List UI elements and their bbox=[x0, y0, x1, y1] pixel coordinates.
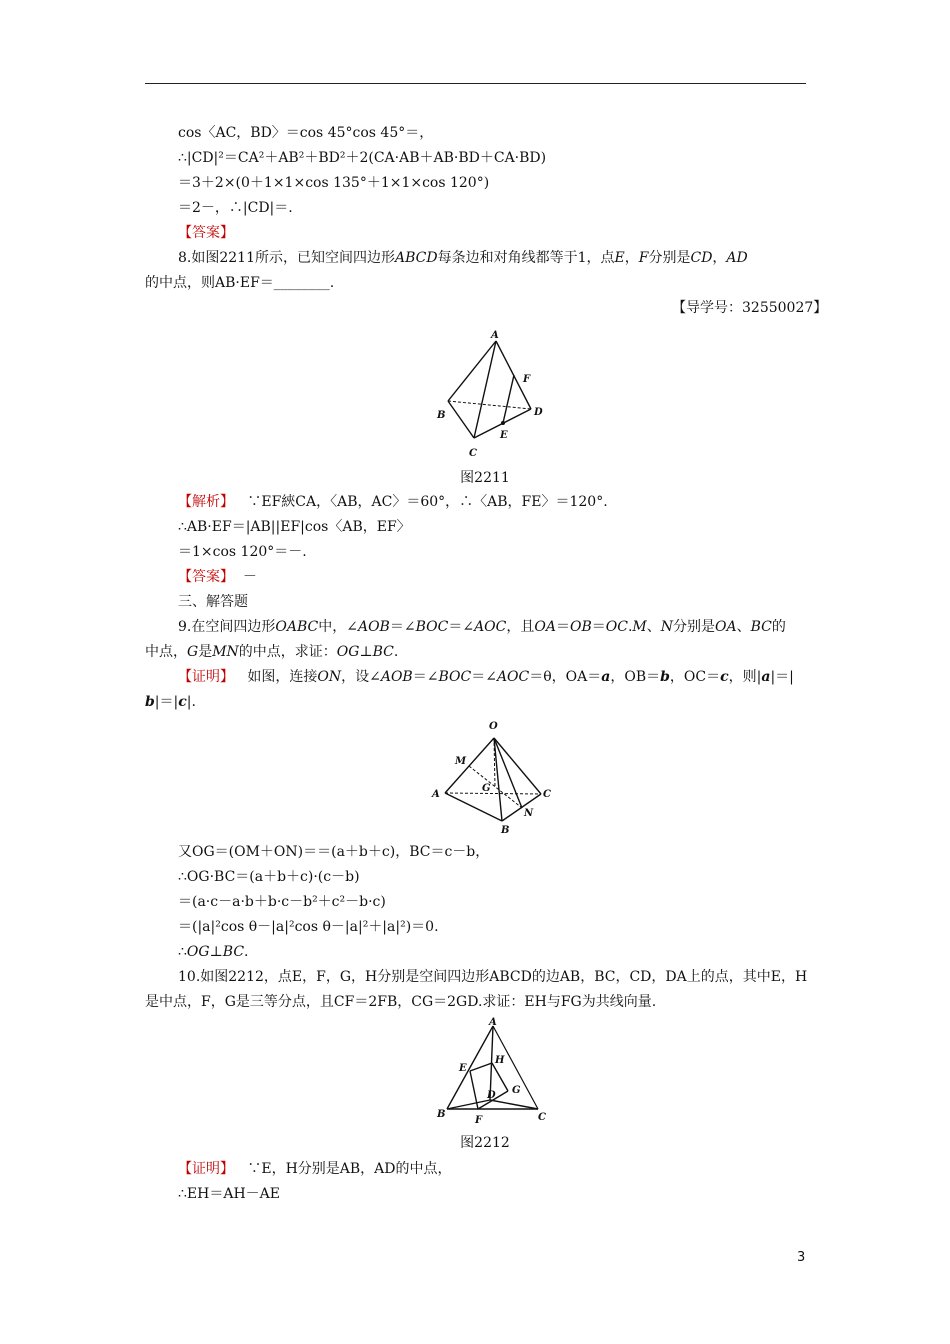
edge-bd bbox=[447, 1100, 490, 1109]
text-line-expand: ＝3＋2×(0＋1×1×cos 135°＋1×1×cos 120°) bbox=[178, 175, 490, 191]
figure-2211-tetrahedron bbox=[432, 327, 552, 459]
label-m: M bbox=[455, 756, 467, 767]
label-g: G bbox=[512, 1085, 521, 1096]
question-10-line-1: 10.如图2212，点E，F，G，H分别是空间四边形ABCD的边AB，BC，CD，DA上的点，其中E，H bbox=[178, 969, 808, 985]
label-n: N bbox=[524, 808, 534, 819]
edge-dc bbox=[490, 1100, 538, 1109]
proof-9-line-2: b|＝|c|. bbox=[145, 694, 196, 710]
edge-bc bbox=[448, 401, 474, 438]
label-c: C bbox=[538, 1112, 546, 1123]
proof-9-line-6: ＝(|a|²cos θ－|a|²cos θ－|a|²＋|a|²)＝0. bbox=[178, 919, 439, 935]
label-f: F bbox=[523, 374, 531, 385]
proof-9-line-1: 【证明】 如图，连接ON，设∠AOB＝∠BOC＝∠AOC＝θ，OA＝a，OB＝b，OC＝c，则|a|＝| bbox=[178, 669, 794, 685]
text-line-cd-squared: ∴|CD|²＝CA²＋AB²＋BD²＋2(CA·AB＋AB·BD＋CA·BD) bbox=[178, 150, 547, 166]
analysis-tag: 【解析】 bbox=[178, 494, 234, 510]
figure-2212-tetrahedron bbox=[432, 1016, 552, 1126]
guide-number: 【导学号：32550027】 bbox=[672, 300, 828, 316]
proof-9-line-5: ＝(a·c－a·b＋b·c－b²＋c²－b·c) bbox=[178, 894, 386, 910]
label-b: B bbox=[501, 825, 510, 836]
label-h: H bbox=[495, 1055, 505, 1066]
analysis-line-2: ∴AB·EF＝|AB||EF|cos〈AB，EF〉 bbox=[178, 519, 411, 535]
answer-line-2: 【答案】 － bbox=[178, 569, 257, 585]
figure-2212-caption: 图2212 bbox=[460, 1135, 510, 1151]
edge-ab bbox=[445, 793, 502, 821]
proof-9-line-3: 又OG＝(OM＋ON)＝＝(a＋b＋c)，BC＝c－b， bbox=[178, 844, 490, 860]
question-9-line-1: 9.在空间四边形OABC中，∠AOB＝∠BOC＝∠AOC，且OA＝OB＝OC.M、N分别是OA、BC的 bbox=[178, 619, 786, 635]
point-e bbox=[501, 421, 505, 425]
header-rule bbox=[145, 83, 806, 84]
label-a: A bbox=[491, 330, 499, 341]
question-10-line-2: 是中点，F，G是三等分点，且CF＝2FB，CG＝2GD.求证：EH与FG为共线向量. bbox=[145, 994, 657, 1010]
text-line-cos: cos〈AC，BD〉＝cos 45°cos 45°＝， bbox=[178, 125, 434, 141]
analysis-line: 【解析】 ∵EF綊CA，〈AB，AC〉＝60°，∴〈AB，FE〉＝120°. bbox=[178, 494, 608, 510]
question-8-line-2: 的中点，则AB·EF＝________. bbox=[145, 275, 335, 291]
page-number: 3 bbox=[797, 1250, 806, 1265]
proof-10-line-1: 【证明】 ∵E，H分别是AB，AD的中点， bbox=[178, 1161, 452, 1177]
hidden-edge-bd bbox=[448, 401, 531, 409]
label-e: E bbox=[500, 430, 508, 441]
hidden-edge-ac bbox=[445, 793, 541, 794]
label-g: G bbox=[482, 783, 491, 794]
proof-tag-1: 【证明】 bbox=[178, 669, 234, 685]
answer-tag-2: 【答案】 bbox=[178, 569, 234, 585]
label-c: C bbox=[543, 789, 551, 800]
segment-hg bbox=[492, 1063, 508, 1091]
label-d: D bbox=[487, 1090, 496, 1101]
section-three-heading: 三、解答题 bbox=[178, 594, 248, 610]
figure-q9-tetrahedron bbox=[425, 716, 555, 838]
label-c: C bbox=[469, 448, 477, 459]
label-b: B bbox=[437, 410, 446, 421]
label-e: E bbox=[459, 1063, 467, 1074]
proof-9-conclusion: ∴OG⊥BC. bbox=[178, 944, 249, 960]
text-line-result: ＝2－，∴|CD|＝. bbox=[178, 200, 293, 216]
answer-tag-1: 【答案】 bbox=[178, 225, 234, 241]
label-b: B bbox=[437, 1109, 446, 1120]
proof-10-line-2: ∴EH＝AH－AE bbox=[178, 1186, 280, 1202]
segment-ef bbox=[503, 375, 514, 423]
segment-eh bbox=[470, 1063, 492, 1071]
proof-9-line-4: ∴OG·BC＝(a＋b＋c)·(c－b) bbox=[178, 869, 360, 885]
edge-oc bbox=[494, 738, 541, 794]
label-o: O bbox=[489, 721, 498, 732]
figure-2211-caption: 图2211 bbox=[460, 470, 510, 486]
proof-tag-2: 【证明】 bbox=[178, 1161, 234, 1177]
label-f: F bbox=[475, 1115, 483, 1126]
label-a: A bbox=[489, 1017, 497, 1028]
label-a: A bbox=[432, 789, 440, 800]
label-d: D bbox=[534, 407, 543, 418]
question-9-line-2: 中点，G是MN的中点，求证：OG⊥BC. bbox=[145, 644, 399, 660]
question-8-line-1: 8.如图2211所示，已知空间四边形ABCD每条边和对角线都等于1，点E，F分别是CD，AD bbox=[178, 250, 748, 266]
analysis-line-3: ＝1×cos 120°＝－. bbox=[178, 544, 307, 560]
